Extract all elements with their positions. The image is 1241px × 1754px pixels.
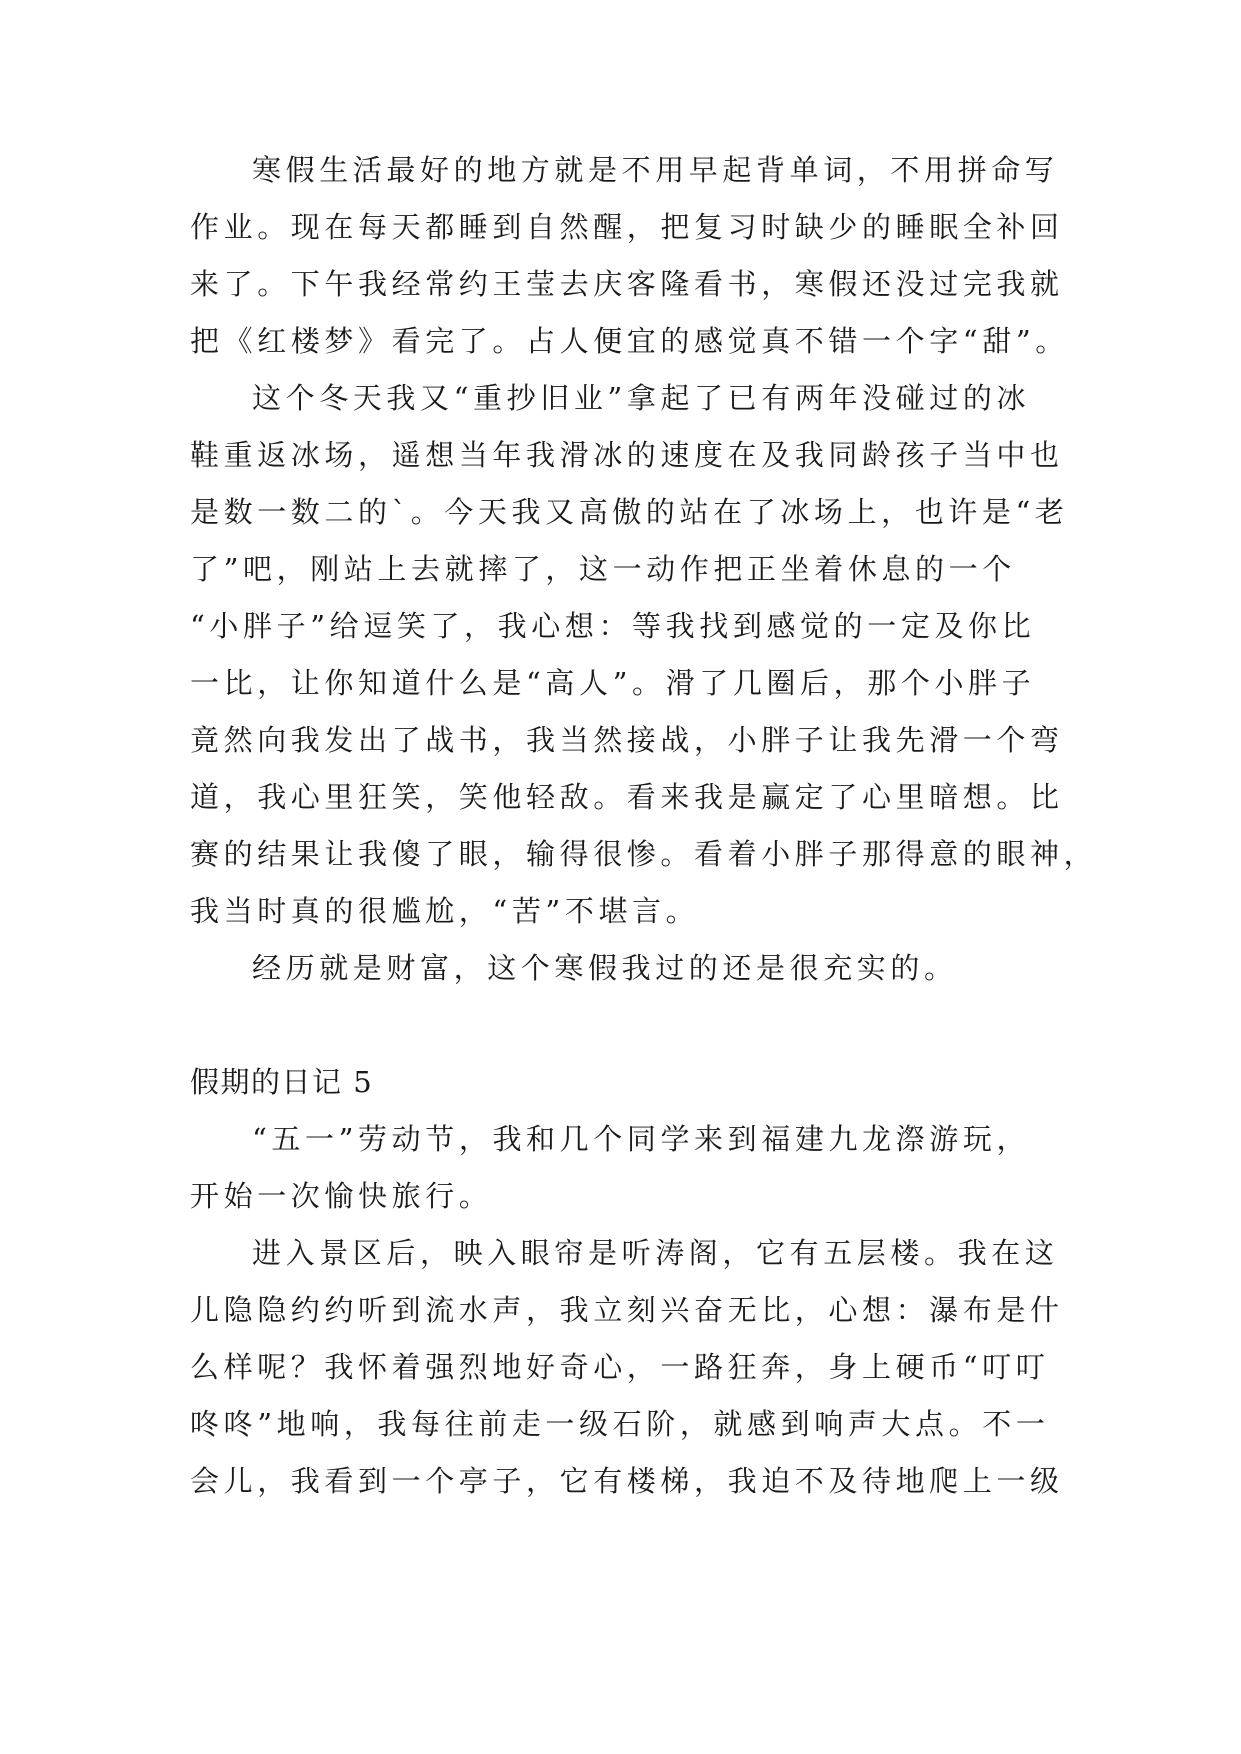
paragraph-line: 竟然向我发出了战书，我当然接战，小胖子让我先滑一个弯 <box>190 723 1064 757</box>
paragraph-line: 道，我心里狂笑，笑他轻敌。看来我是赢定了心里暗想。比 <box>190 780 1064 814</box>
paragraph-line: 么样呢？我怀着强烈地好奇心，一路狂奔，身上硬币“叮叮 <box>190 1350 1050 1384</box>
section-title: 假期的日记 5 <box>190 1065 374 1099</box>
paragraph-line: “五一”劳动节，我和几个同学来到福建九龙漈游玩， <box>252 1122 1031 1156</box>
paragraph-line: 这个冬天我又“重抄旧业”拿起了已有两年没碰过的冰 <box>252 381 1031 415</box>
paragraph-line: “小胖子”给逗笑了，我心想：等我找到感觉的一定及你比 <box>190 609 1036 643</box>
paragraph-line: 经历就是财富，这个寒假我过的还是很充实的。 <box>252 951 958 985</box>
paragraph-line: 寒假生活最好的地方就是不用早起背单词，不用拼命写 <box>252 153 1059 187</box>
paragraph-line: 鞋重返冰场，遥想当年我滑冰的速度在及我同龄孩子当中也 <box>190 438 1064 472</box>
paragraph-line: 是数一数二的`。今天我又高傲的站在了冰场上，也许是“老 <box>190 495 1069 529</box>
paragraph-line: 把《红楼梦》看完了。占人便宜的感觉真不错一个字“甜”。 <box>190 324 1069 358</box>
paragraph-line: 来了。下午我经常约王莹去庆客隆看书，寒假还没过完我就 <box>190 267 1064 301</box>
paragraph-line: 儿隐隐约约听到流水声，我立刻兴奋无比，心想：瀑布是什 <box>190 1293 1064 1327</box>
paragraph-line: 我当时真的很尴尬，“苦”不堪言。 <box>190 894 700 928</box>
paragraph-line: 咚咚”地响，我每往前走一级石阶，就感到响声大点。不一 <box>190 1407 1050 1441</box>
paragraph-line: 作业。现在每天都睡到自然醒，把复习时缺少的睡眠全补回 <box>190 210 1064 244</box>
paragraph-line: 了”吧，刚站上去就摔了，这一动作把正坐着休息的一个 <box>190 552 1016 586</box>
paragraph-line: 开始一次愉快旅行。 <box>190 1179 493 1213</box>
paragraph-line: 赛的结果让我傻了眼，输得很惨。看着小胖子那得意的眼神， <box>190 837 1098 871</box>
paragraph-line: 进入景区后，映入眼帘是听涛阁，它有五层楼。我在这 <box>252 1236 1059 1270</box>
paragraph-line: 会儿，我看到一个亭子，它有楼梯，我迫不及待地爬上一级 <box>190 1464 1064 1498</box>
paragraph-line: 一比，让你知道什么是“高人”。滑了几圈后，那个小胖子 <box>190 666 1036 700</box>
